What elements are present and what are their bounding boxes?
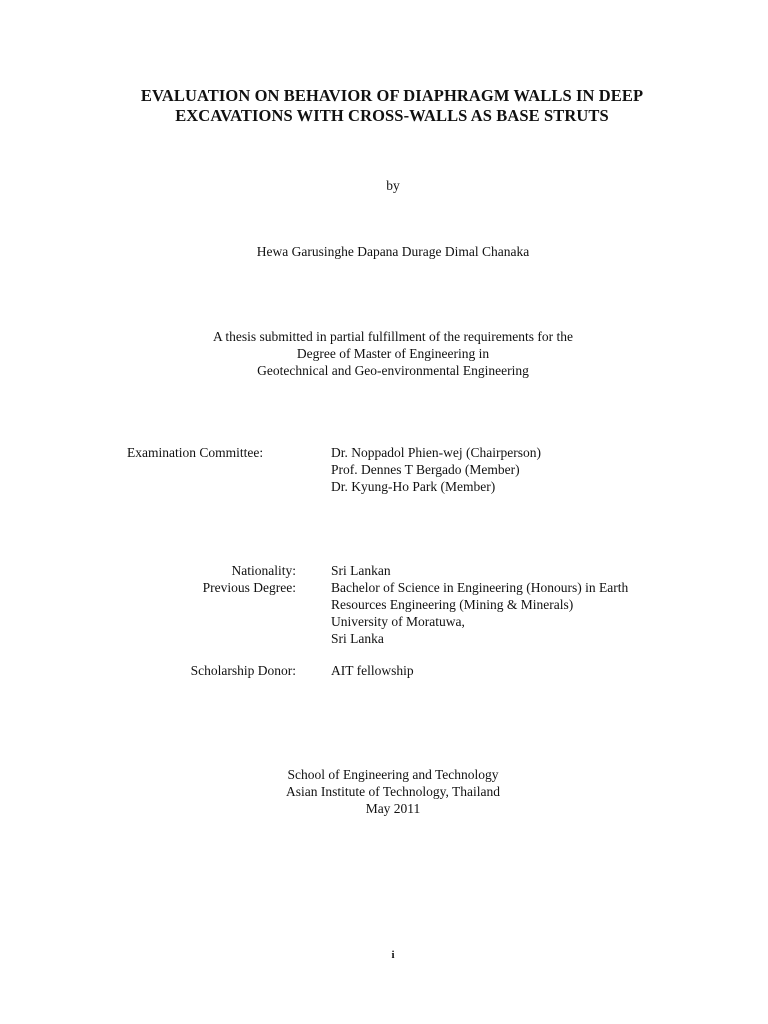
- author-name: Hewa Garusinghe Dapana Durage Dimal Chanaka: [256, 244, 530, 259]
- school-name: School of Engineering and Technology: [287, 767, 499, 782]
- thesis-statement-line-1: A thesis submitted in partial fulfillment of the requirements for the: [213, 329, 573, 344]
- committee-member-3: Dr. Kyung-Ho Park (Member): [331, 479, 496, 494]
- thesis-title-line-2: EXCAVATIONS WITH CROSS-WALLS AS BASE STRUTS: [175, 106, 609, 125]
- submission-date: May 2011: [365, 801, 421, 816]
- institute-name: Asian Institute of Technology, Thailand: [285, 784, 501, 799]
- previous-degree-line-1: Bachelor of Science in Engineering (Honours) in Earth: [331, 580, 629, 595]
- committee-member-2: Prof. Dennes T Bergado (Member): [331, 462, 520, 477]
- scholarship-donor-label: Scholarship Donor:: [190, 663, 296, 678]
- previous-degree-line-4: Sri Lanka: [331, 631, 384, 646]
- committee-member-chair: Dr. Noppadol Phien-wej (Chairperson): [331, 445, 541, 460]
- institution-block: [0, 766, 768, 817]
- previous-degree-line-2: Resources Engineering (Mining & Minerals): [331, 597, 574, 612]
- thesis-statement-line-3: Geotechnical and Geo-environmental Engineering: [257, 363, 529, 378]
- examination-committee-members: [331, 444, 541, 495]
- previous-degree-value: [331, 579, 628, 647]
- previous-degree-line-3: University of Moratuwa,: [331, 614, 465, 629]
- previous-degree-label: Previous Degree:: [202, 580, 296, 595]
- scholarship-donor-value: AIT fellowship: [331, 663, 414, 678]
- thesis-statement: [0, 328, 768, 379]
- thesis-statement-line-2: Degree of Master of Engineering in: [296, 346, 490, 361]
- thesis-title: [60, 86, 724, 126]
- nationality-label: Nationality:: [231, 563, 296, 578]
- thesis-title-line-1: EVALUATION ON BEHAVIOR OF DIAPHRAGM WALLS IN DEEP: [140, 86, 644, 105]
- examination-committee-label: Examination Committee:: [127, 445, 264, 460]
- nationality-value: Sri Lankan: [331, 563, 391, 578]
- by-text: by: [386, 178, 400, 193]
- page-number: i: [391, 949, 395, 961]
